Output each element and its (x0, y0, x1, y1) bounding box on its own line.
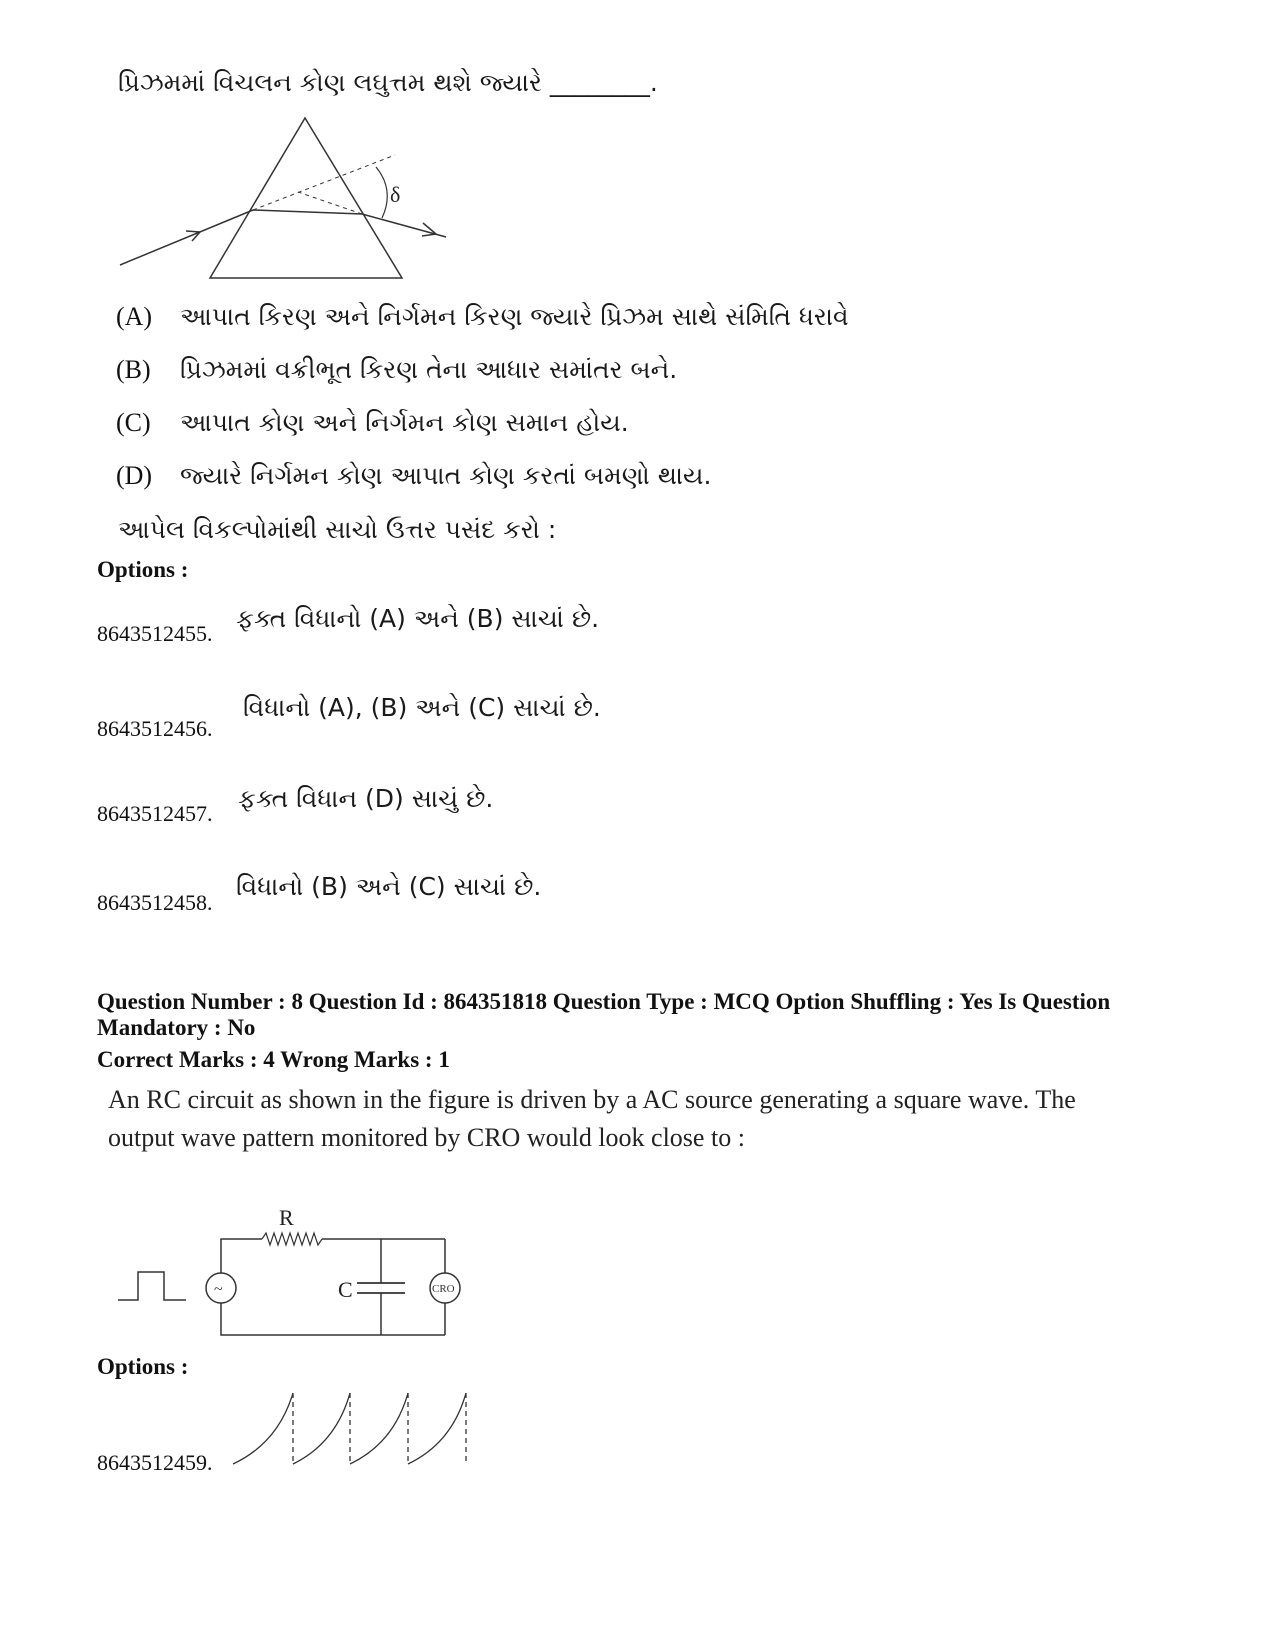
statement-d-text: જ્યારે નિર્ગમન કોણ આપાત કોણ કરતાં બમણો થાય. (180, 461, 712, 490)
q7-stem: પ્રિઝમમાં વિચલન કોણ લઘુત્તમ થશે જ્યારે ________. (118, 68, 658, 97)
wave-segment-1 (233, 1393, 293, 1464)
incident-extension (253, 155, 395, 210)
statement-a-label: (A) (116, 302, 153, 331)
q7-options-heading: Options : (97, 557, 189, 582)
wave-segment-4 (408, 1393, 466, 1464)
rc-circuit-figure (112, 1195, 472, 1345)
prism-figure (110, 110, 460, 285)
q8-question-line1: An RC circuit as shown in the figure is driven by a AC source generating a square wave. The (108, 1085, 1076, 1114)
prism-triangle (210, 118, 402, 278)
q8-meta-line2: Mandatory : No (97, 1015, 256, 1040)
q8-meta-line1: Question Number : 8 Question Id : 864351818 Question Type : MCQ Option Shuffling : Yes Is Question (97, 989, 1111, 1014)
q8-marks: Correct Marks : 4 Wrong Marks : 1 (97, 1047, 450, 1072)
cro-label: CRO (432, 1283, 455, 1295)
statement-b-label: (B) (116, 355, 151, 384)
statement-c-label: (C) (116, 408, 151, 437)
wire-bottom (221, 1303, 445, 1335)
option-text: ફક્ત વિધાન (D) સાચું છે. (238, 784, 494, 813)
statement-b-text: પ્રિઝમમાં વક્રીભૂત કિરણ તેના આધાર સમાંતર બને. (180, 355, 678, 384)
deviation-angle-label: δ (390, 182, 401, 207)
incident-arrow (186, 231, 200, 241)
q8-options-heading: Options : (97, 1354, 189, 1379)
option-id: 8643512455. (97, 621, 213, 646)
option-id: 8643512457. (97, 801, 213, 826)
square-pulse-icon (118, 1272, 186, 1300)
option-id: 8643512458. (97, 890, 213, 915)
option-text: વિધાનો (A), (B) અને (C) સાચાં છે. (243, 693, 601, 722)
ac-source-symbol: ~ (214, 1281, 223, 1298)
q7-instruction: આપેલ વિકલ્પોમાંથી સાચો ઉત્તર પસંદ કરો : (118, 515, 557, 544)
incident-ray (120, 210, 253, 265)
capacitor-label: C (338, 1277, 353, 1302)
wave-segment-2 (293, 1393, 350, 1464)
wire-top-left (221, 1239, 262, 1273)
statement-d-label: (D) (116, 461, 153, 490)
deviation-arc (376, 167, 387, 218)
option-id: 8643512459. (97, 1450, 213, 1475)
option-text: ફક્ત વિધાનો (A) અને (B) સાચાં છે. (236, 604, 600, 633)
statement-a-text: આપાત કિરણ અને નિર્ગમન કિરણ જ્યારે પ્રિઝમ સાથે સંમિતિ ધરાવે (180, 302, 849, 331)
emergent-arrow (422, 223, 436, 236)
refracted-ray (253, 210, 362, 214)
resistor-label: R (279, 1205, 294, 1230)
statement-c-text: આપાત કોણ અને નિર્ગમન કોણ સમાન હોય. (180, 408, 629, 437)
sawtooth-wave-figure (228, 1388, 478, 1470)
option-text: વિધાનો (B) અને (C) સાચાં છે. (236, 872, 542, 901)
option-id: 8643512456. (97, 716, 213, 741)
wave-segment-3 (350, 1393, 408, 1464)
q8-question-line2: output wave pattern monitored by CRO would look close to : (108, 1123, 745, 1152)
resistor-icon (262, 1233, 322, 1245)
